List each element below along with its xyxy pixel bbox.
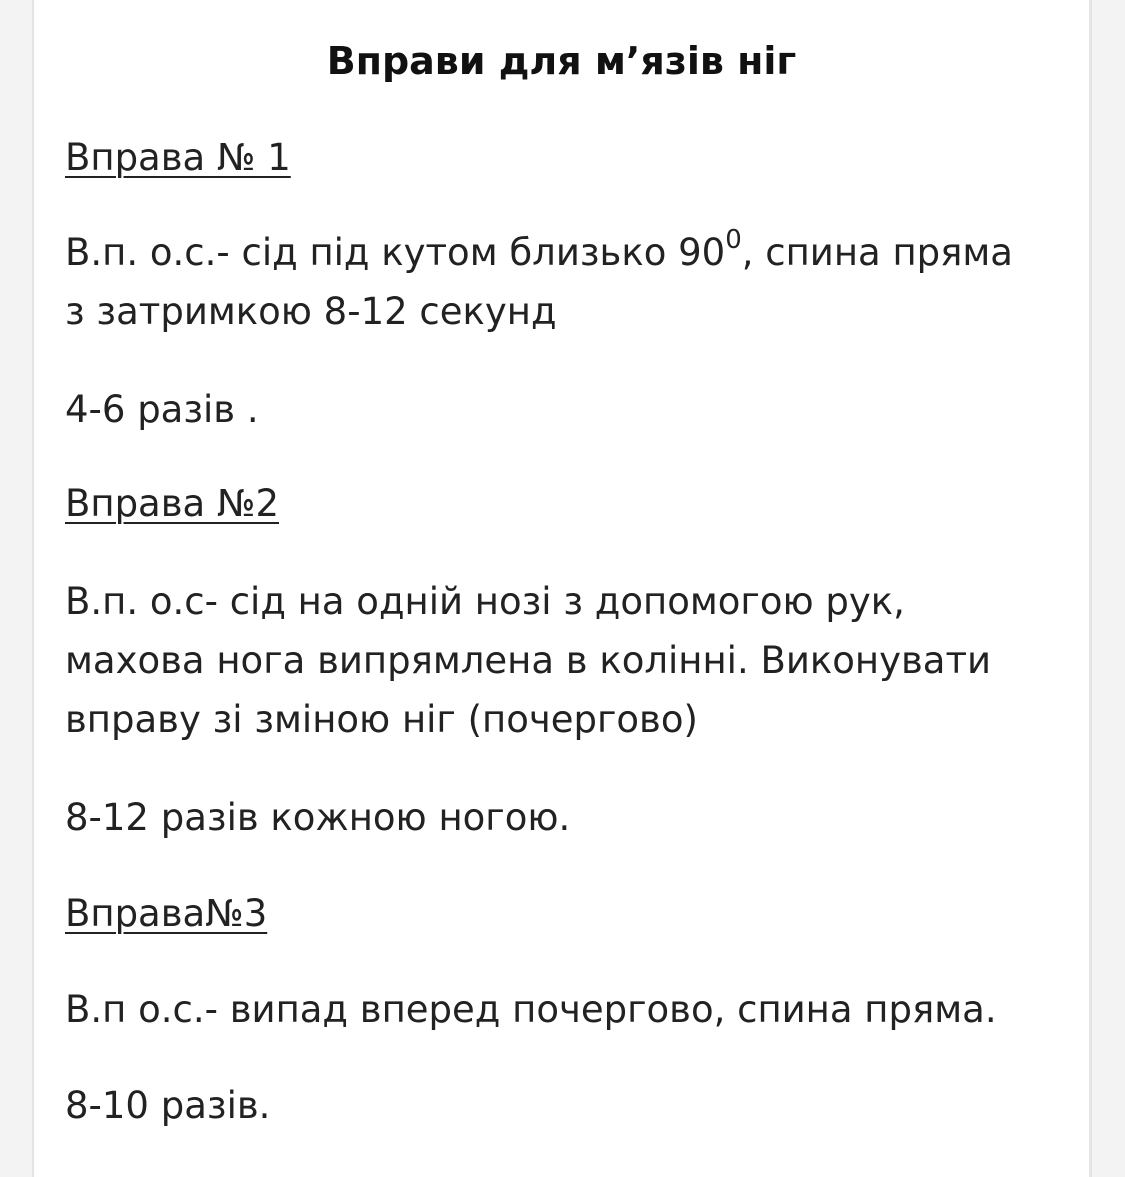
page-title: Вправи для м’язів ніг xyxy=(326,39,797,83)
exercise-1-description xyxy=(65,223,1065,341)
exercise-2-heading: Вправа №2 xyxy=(65,482,279,525)
exercise-3-reps: 8-10 разів. xyxy=(65,1084,271,1127)
exercise-2-description-line-2: махова нога випрямлена в колінні. Виконувати xyxy=(65,639,992,682)
exercise-2-description-line-1: В.п. о.с- сід на одній нозі з допомогою рук, xyxy=(65,580,905,623)
exercise-1-back-text: , спина пряма xyxy=(741,231,1013,274)
exercise-2-description-line-3: вправу зі зміною ніг (почергово) xyxy=(65,698,698,741)
exercise-2-description xyxy=(65,572,1065,749)
exercise-1-heading: Вправа № 1 xyxy=(65,136,291,179)
document-page xyxy=(32,0,1092,1177)
exercise-1-reps: 4-6 разів . xyxy=(65,388,259,431)
exercise-3-description: В.п о.с.- випад вперед почергово, спина пряма. xyxy=(65,988,997,1031)
exercise-1-description-line-1 xyxy=(65,223,1065,282)
degree-superscript: 0 xyxy=(725,224,742,255)
exercise-3-heading: Вправа№3 xyxy=(65,892,268,935)
exercise-1-angle-text: В.п. о.с.- сід під кутом близько 90 xyxy=(65,231,726,274)
exercise-1-description-line-2: з затримкою 8-12 секунд xyxy=(65,290,557,333)
exercise-2-reps: 8-12 разів кожною ногою. xyxy=(65,796,571,839)
